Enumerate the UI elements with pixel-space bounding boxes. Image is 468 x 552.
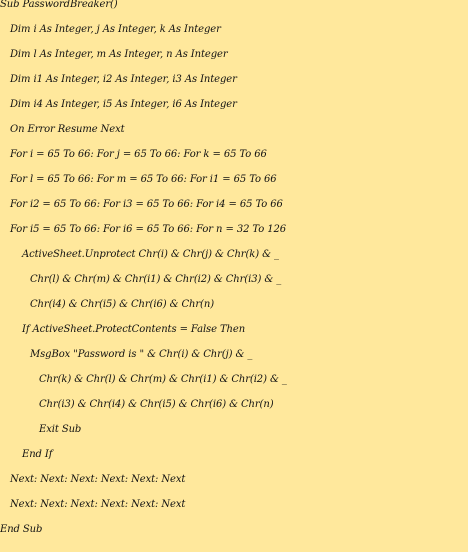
code-line-16: Chr(k) & Chr(l) & Chr(m) & Chr(i1) & Chr(i2) & _ — [39, 374, 287, 385]
code-line-2: Dim i As Integer, j As Integer, k As Integer — [10, 24, 221, 35]
code-line-14: If ActiveSheet.ProtectContents = False Then — [22, 324, 246, 335]
code-line-10: For i5 = 65 To 66: For i6 = 65 To 66: For n = 32 To 126 — [10, 224, 287, 235]
code-line-1: Sub PasswordBreaker() — [0, 0, 118, 10]
code-line-3: Dim l As Integer, m As Integer, n As Integer — [10, 49, 228, 60]
code-line-22: End Sub — [0, 524, 43, 535]
code-line-20: Next: Next: Next: Next: Next: Next — [10, 474, 186, 485]
code-line-15: MsgBox "Password is " & Chr(i) & Chr(j) & _ — [30, 349, 253, 360]
code-line-9: For i2 = 65 To 66: For i3 = 65 To 66: For i4 = 65 To 66 — [10, 199, 283, 210]
code-line-17: Chr(i3) & Chr(i4) & Chr(i5) & Chr(i6) & Chr(n) — [39, 399, 274, 410]
code-line-7: For i = 65 To 66: For j = 65 To 66: For k = 65 To 66 — [10, 149, 267, 160]
code-line-6: On Error Resume Next — [10, 124, 125, 135]
code-line-13: Chr(i4) & Chr(i5) & Chr(i6) & Chr(n) — [30, 299, 214, 310]
code-line-11: ActiveSheet.Unprotect Chr(i) & Chr(j) & Chr(k) & _ — [22, 249, 279, 260]
code-line-8: For l = 65 To 66: For m = 65 To 66: For i1 = 65 To 66 — [10, 174, 277, 185]
code-line-12: Chr(l) & Chr(m) & Chr(i1) & Chr(i2) & Chr(i3) & _ — [30, 274, 282, 285]
code-line-5: Dim i4 As Integer, i5 As Integer, i6 As Integer — [10, 99, 237, 110]
code-line-21: Next: Next: Next: Next: Next: Next — [10, 499, 186, 510]
code-line-19: End If — [22, 449, 53, 460]
code-line-4: Dim i1 As Integer, i2 As Integer, i3 As Integer — [10, 74, 237, 85]
code-line-18: Exit Sub — [39, 424, 82, 435]
